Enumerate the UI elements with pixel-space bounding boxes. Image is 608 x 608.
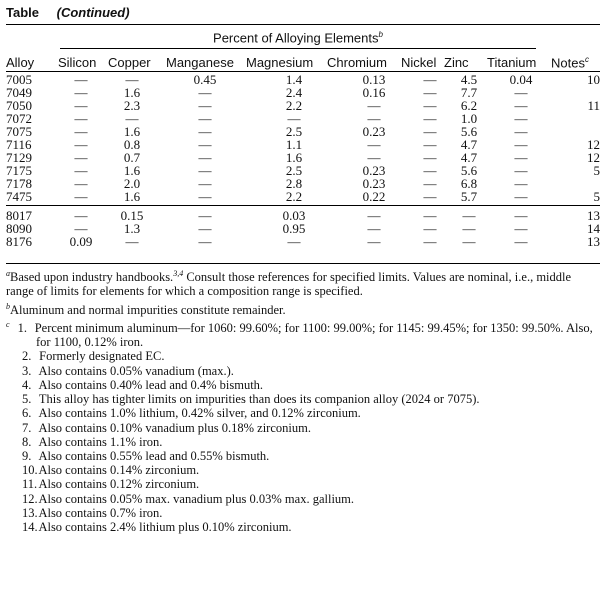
footnote-b-mark: b [6, 301, 10, 311]
note-item [6, 463, 598, 477]
note-number: 9. [22, 448, 32, 463]
cell-mg: 2.4 [285, 85, 303, 100]
cell-cr: — [367, 137, 381, 152]
cell-alloy: 7075 [6, 124, 32, 139]
cell-cr: — [367, 221, 381, 236]
col-header-copper: Copper [108, 55, 151, 70]
cell-zn: 4.7 [460, 150, 478, 165]
group-heading-mark: b [378, 30, 383, 39]
footnote-a [6, 267, 598, 299]
cell-ti: — [514, 98, 528, 113]
cell-ni: — [423, 150, 437, 165]
cell-alloy: 7072 [6, 111, 32, 126]
cell-si: — [74, 111, 88, 126]
note-text: Also contains 0.40% lead and 0.4% bismuth. [38, 377, 264, 392]
cell-ni: — [423, 208, 437, 223]
note-number: 12. [22, 491, 38, 506]
cell-mn: — [198, 208, 212, 223]
cell-zn: 5.7 [460, 189, 478, 204]
col-header-alloy: Alloy [6, 55, 35, 70]
cell-cu: 2.3 [123, 98, 141, 113]
col-header-magnesium: Magnesium [246, 55, 314, 70]
cell-alloy: 7178 [6, 176, 32, 191]
footnote-a-mark: a [6, 269, 10, 278]
table-row [6, 235, 606, 248]
cell-ni: — [423, 221, 437, 236]
cell-cr: 0.13 [362, 72, 386, 87]
note-item [6, 520, 598, 534]
cell-zn: — [462, 208, 476, 223]
alloy-table [6, 73, 606, 248]
table-caption [6, 5, 130, 20]
cell-cu: — [125, 72, 139, 87]
cell-ti: — [514, 176, 528, 191]
cell-si: — [74, 137, 88, 152]
cell-ti: — [514, 124, 528, 139]
cell-notes: 13 [587, 234, 600, 249]
cell-mg: 2.5 [285, 163, 303, 178]
cell-notes: 10 [587, 72, 600, 87]
cell-cr: — [367, 98, 381, 113]
note-number: 2. [22, 349, 32, 364]
cell-zn: — [462, 221, 476, 236]
cell-mn: 0.45 [193, 72, 217, 87]
footnote-c-mark: c [6, 319, 10, 329]
cell-alloy: 7475 [6, 189, 32, 204]
cell-cr: 0.23 [362, 124, 386, 139]
note-item [6, 435, 598, 449]
caption-continued: (Continued) [56, 5, 130, 20]
note-text: Also contains 0.55% lead and 0.55% bismuth. [38, 448, 270, 463]
cell-mg: — [287, 234, 301, 249]
cell-mn: — [198, 98, 212, 113]
cell-ti: — [514, 163, 528, 178]
note-text: Also contains 0.05% max. vanadium plus 0.03% max. gallium. [38, 491, 355, 506]
cell-mn: — [198, 176, 212, 191]
cell-alloy: 7116 [6, 137, 32, 152]
col-header-silicon: Silicon [58, 55, 97, 70]
group-heading-text: Percent of Alloying Elements [213, 30, 379, 46]
footnote-b-text: Aluminum and normal impurities constitute remainder. [10, 302, 286, 317]
cell-notes: 12 [587, 150, 600, 165]
cell-alloy: 7175 [6, 163, 32, 178]
cell-ni: — [423, 98, 437, 113]
cell-mn: — [198, 137, 212, 152]
note-item [6, 421, 598, 435]
col-header-chromium: Chromium [327, 55, 387, 70]
cell-ti: — [514, 85, 528, 100]
note-text: Also contains 1.1% iron. [38, 434, 163, 449]
cell-zn: 4.7 [460, 137, 478, 152]
cell-cu: 2.0 [123, 176, 141, 191]
footnote-b [6, 300, 598, 317]
note-text: Formerly designated EC. [39, 349, 165, 364]
cell-ni: — [423, 176, 437, 191]
cell-cu: — [125, 111, 139, 126]
cell-cu: 0.7 [123, 150, 141, 165]
note-number: 11. [22, 477, 38, 492]
note-number: 3. [22, 363, 32, 378]
cell-ti: — [514, 208, 528, 223]
cell-mn: — [198, 111, 212, 126]
cell-alloy: 8176 [6, 234, 32, 249]
cell-si: — [74, 124, 88, 139]
cell-mn: — [198, 163, 212, 178]
note-text: Also contains 0.14% zirconium. [38, 463, 200, 478]
cell-notes: 5 [593, 189, 600, 204]
cell-ti: — [514, 137, 528, 152]
cell-mn: — [198, 124, 212, 139]
note-number: 14. [22, 519, 38, 534]
cell-cu: 0.8 [123, 137, 141, 152]
note-number: 4. [22, 377, 32, 392]
cell-notes: 13 [587, 208, 600, 223]
note-text: Also contains 2.4% lithium plus 0.10% zirconium. [38, 519, 292, 534]
note-number: 1. [17, 321, 27, 336]
cell-alloy: 7129 [6, 150, 32, 165]
group-rule [6, 205, 600, 206]
bottom-rule [6, 263, 600, 264]
cell-ni: — [423, 72, 437, 87]
cell-alloy: 7049 [6, 85, 32, 100]
note-item [6, 378, 598, 392]
cell-si: — [74, 150, 88, 165]
note-item [6, 492, 598, 506]
note-text: Also contains 1.0% lithium, 0.42% silver, and 0.12% zirconium. [38, 406, 361, 421]
cell-si: — [74, 98, 88, 113]
cell-zn: 4.5 [460, 72, 478, 87]
cell-si: — [74, 85, 88, 100]
caption-label: Table [6, 5, 39, 20]
note-number: 10. [22, 463, 38, 478]
col-header-nickel: Nickel [401, 55, 437, 70]
footnote-a-text2: Consult those references for specified limits. Values are nominal, i.e., middle range of limits for elements for which a composition range is specified. [6, 270, 572, 299]
top-rule [6, 24, 600, 25]
cell-cr: 0.16 [362, 85, 386, 100]
note-text: Percent minimum aluminum—for 1060: 99.60%; for 1100: 99.00%; for 1145: 99.45%; for 1350: 99.50%. Also, for 1100, 0.12% iron. [34, 321, 593, 350]
cell-zn: 1.0 [460, 111, 478, 126]
cell-cu: 1.6 [123, 85, 141, 100]
note-number: 13. [22, 505, 38, 520]
footnote-c [6, 318, 598, 534]
cell-mn: — [198, 150, 212, 165]
cell-zn: 5.6 [460, 124, 478, 139]
cell-si: — [74, 189, 88, 204]
cell-mn: — [198, 189, 212, 204]
col-header-notes-mark: c [584, 55, 589, 64]
cell-cr: — [367, 208, 381, 223]
cell-cr: — [367, 150, 381, 165]
cell-cu: 1.6 [123, 124, 141, 139]
cell-cu: 1.3 [123, 221, 141, 236]
group-underline [60, 48, 536, 49]
cell-ti: — [514, 150, 528, 165]
col-header-zinc: Zinc [444, 55, 469, 70]
note-text: This alloy has tighter limits on impurities than does its companion alloy (2024 or 7075). [38, 392, 480, 407]
cell-si: — [74, 176, 88, 191]
cell-ni: — [423, 163, 437, 178]
cell-notes: 5 [593, 163, 600, 178]
cell-alloy: 8090 [6, 221, 32, 236]
cell-ti: 0.04 [509, 72, 533, 87]
footnotes [6, 267, 598, 535]
note-item [6, 392, 598, 406]
cell-si: — [74, 163, 88, 178]
cell-notes: 11 [587, 98, 600, 113]
note-item [6, 506, 598, 520]
cell-si: — [74, 221, 88, 236]
cell-mg: 1.1 [285, 137, 303, 152]
cell-notes: 14 [587, 221, 600, 236]
note-item [6, 349, 598, 363]
cell-mg: 1.4 [285, 72, 303, 87]
col-header-notes-text: Notes [551, 55, 585, 71]
cell-ni: — [423, 85, 437, 100]
cell-mn: — [198, 234, 212, 249]
cell-cr: 0.23 [362, 176, 386, 191]
col-header-manganese: Manganese [166, 55, 234, 70]
footnote-a-ref: 3,4 [173, 269, 184, 278]
cell-cu: — [125, 234, 139, 249]
cell-ni: — [423, 124, 437, 139]
cell-zn: 6.2 [460, 98, 478, 113]
cell-mg: — [287, 111, 301, 126]
note-text: Also contains 0.12% zirconium. [38, 477, 200, 492]
table-row [6, 190, 606, 203]
notes-list [6, 318, 598, 534]
cell-ni: — [423, 189, 437, 204]
note-item [6, 477, 598, 491]
cell-cr: 0.22 [362, 189, 386, 204]
cell-ni: — [423, 234, 437, 249]
cell-ti: — [514, 189, 528, 204]
note-item [6, 318, 598, 350]
cell-mg: 2.2 [285, 98, 303, 113]
cell-zn: 7.7 [460, 85, 478, 100]
cell-zn: 5.6 [460, 163, 478, 178]
cell-ni: — [423, 111, 437, 126]
cell-zn: — [462, 234, 476, 249]
cell-cr: — [367, 111, 381, 126]
cell-notes [554, 112, 606, 125]
cell-ti: — [514, 221, 528, 236]
note-text: Also contains 0.10% vanadium plus 0.18% zirconium. [38, 420, 311, 435]
note-item [6, 449, 598, 463]
cell-mg: 2.5 [285, 124, 303, 139]
cell-cu: 1.6 [123, 163, 141, 178]
cell-mg: 2.8 [285, 176, 303, 191]
cell-mg: 0.03 [282, 208, 306, 223]
note-text: Also contains 0.7% iron. [38, 505, 163, 520]
note-number: 5. [22, 392, 32, 407]
cell-ti: — [514, 234, 528, 249]
cell-ni: — [423, 137, 437, 152]
cell-mn: — [198, 85, 212, 100]
note-number: 6. [22, 406, 32, 421]
note-text: Also contains 0.05% vanadium (max.). [38, 363, 234, 378]
cell-cu: 0.15 [120, 208, 144, 223]
cell-si: — [74, 208, 88, 223]
cell-mg: 2.2 [285, 189, 303, 204]
note-number: 8. [22, 434, 32, 449]
note-item [6, 364, 598, 378]
cell-mg: 0.95 [282, 221, 306, 236]
cell-cr: — [367, 234, 381, 249]
cell-mg: 1.6 [285, 150, 303, 165]
note-number: 7. [22, 420, 32, 435]
note-item [6, 406, 598, 420]
cell-si: 0.09 [69, 234, 93, 249]
cell-alloy: 8017 [6, 208, 32, 223]
cell-mn: — [198, 221, 212, 236]
cell-notes: 12 [587, 137, 600, 152]
cell-ti: — [514, 111, 528, 126]
cell-alloy: 7050 [6, 98, 32, 113]
footnote-a-text: Based upon industry handbooks. [10, 270, 174, 285]
col-header-notes [551, 55, 589, 70]
cell-cu: 1.6 [123, 189, 141, 204]
col-header-titanium: Titanium [487, 55, 537, 70]
cell-cr: 0.23 [362, 163, 386, 178]
cell-zn: 6.8 [460, 176, 478, 191]
cell-si: — [74, 72, 88, 87]
group-heading [60, 30, 536, 45]
cell-alloy: 7005 [6, 72, 32, 87]
